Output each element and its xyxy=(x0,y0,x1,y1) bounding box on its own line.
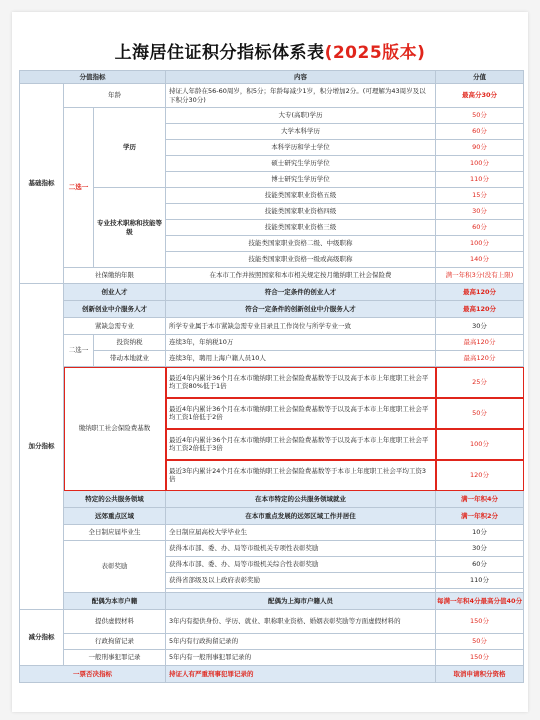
deduct-label: 行政拘留记录 xyxy=(64,634,166,650)
graduate-score: 10分 xyxy=(436,525,524,541)
education-content: 大学本科学历 xyxy=(166,124,436,140)
education-content: 本科学历和学士学位 xyxy=(166,140,436,156)
age-score: 最高分30分 xyxy=(436,84,524,108)
graduate-content: 全日制应届高校大学毕业生 xyxy=(166,525,436,541)
points-table xyxy=(19,70,524,683)
skill-content: 技能类国家职业资格四级 xyxy=(166,204,436,220)
skill-content: 技能类国家职业资格一级或高级职称 xyxy=(166,252,436,268)
deduct-score: 150分 xyxy=(436,650,524,666)
education-content: 硕士研究生学历学位 xyxy=(166,156,436,172)
entrepreneur-score: 最高120分 xyxy=(436,284,524,301)
education-content: 大专(高职)学历 xyxy=(166,108,436,124)
basic-category: 基础指标 xyxy=(20,84,64,284)
skill-score: 60分 xyxy=(436,220,524,236)
skill-score: 100分 xyxy=(436,236,524,252)
deduct-category: 减分指标 xyxy=(20,610,64,666)
award-content: 获得本市部、委、办、局等市级机关专项性表彰奖励 xyxy=(166,541,436,557)
education-label: 学历 xyxy=(94,108,166,188)
shortage-label: 紧缺急需专业 xyxy=(64,318,166,335)
entrepreneur-content: 符合一定条件的创业人才 xyxy=(166,284,436,301)
deduct-label: 提供虚假材料 xyxy=(64,610,166,634)
spouse-content: 配偶为上海市户籍人员 xyxy=(166,593,436,610)
table-row xyxy=(20,108,524,124)
header-row xyxy=(20,71,524,84)
insurance-content: 在本市工作并按照国家和本市相关规定按月缴纳职工社会保险费 xyxy=(166,268,436,284)
award-content: 获得本市部、委、办、局等市级机关综合性表彰奖励 xyxy=(166,557,436,573)
education-score: 110分 xyxy=(436,172,524,188)
entrepreneur-label: 创业人才 xyxy=(64,284,166,301)
table-row xyxy=(20,541,524,557)
veto-label: 一票否决指标 xyxy=(20,666,166,683)
table-row xyxy=(20,508,524,525)
deduct-score: 50分 xyxy=(436,634,524,650)
table-row xyxy=(20,634,524,650)
skill-score: 140分 xyxy=(436,252,524,268)
education-score: 100分 xyxy=(436,156,524,172)
innovation-label: 创新创业中介服务人才 xyxy=(64,301,166,318)
document-page xyxy=(12,12,528,712)
bonus-category: 加分指标 xyxy=(20,284,64,610)
employment-content: 连续3年，聘用上海户籍人员10人 xyxy=(166,351,436,367)
table-row xyxy=(20,351,524,367)
graduate-label: 全日制应届毕业生 xyxy=(64,525,166,541)
title-year: (2025版本) xyxy=(324,43,426,63)
spouse-score: 每满一年积4分最高分值40分 xyxy=(436,593,524,610)
veto-content: 持证人有严重刑事犯罪记录的 xyxy=(166,666,436,683)
table-row xyxy=(20,525,524,541)
investment-score: 最高120分 xyxy=(436,335,524,351)
shortage-score: 30分 xyxy=(436,318,524,335)
age-content: 持证人年龄在56-60周岁，积5分；年龄每减少1岁，积分增加2分。(可理解为43周岁及以下积分30分) xyxy=(166,84,436,108)
innovation-content: 符合一定条件的创新创业中介服务人才 xyxy=(166,301,436,318)
skill-score: 15分 xyxy=(436,188,524,204)
table-row xyxy=(20,84,524,108)
investment-content: 连续3年，年纳税10万 xyxy=(166,335,436,351)
table-row xyxy=(20,335,524,351)
table-row xyxy=(20,284,524,301)
remote-area-content: 在本市重点发展的远郊区域工作并居住 xyxy=(166,508,436,525)
shortage-content: 所学专业属于本市紧缺急需专业目录且工作岗位与所学专业一致 xyxy=(166,318,436,335)
skill-label: 专业技术职称和技能等级 xyxy=(94,188,166,268)
social-security-label: 缴纳职工社会保险费基数 xyxy=(64,367,166,491)
age-label: 年龄 xyxy=(64,84,166,108)
basic-choose-one: 二选一 xyxy=(64,108,94,268)
social-security-score: 25分 xyxy=(436,367,524,398)
header-category: 分值指标 xyxy=(20,71,166,84)
innovation-score: 最高120分 xyxy=(436,301,524,318)
remote-area-score: 满一年积2分 xyxy=(436,508,524,525)
insurance-score: 满一年积3分(没有上限) xyxy=(436,268,524,284)
education-score: 90分 xyxy=(436,140,524,156)
table-row xyxy=(20,610,524,634)
header-score: 分值 xyxy=(436,71,524,84)
education-score: 60分 xyxy=(436,124,524,140)
bonus-choose-one: 二选一 xyxy=(64,335,94,367)
education-score: 50分 xyxy=(436,108,524,124)
public-service-content: 在本市特定的公共服务领域就业 xyxy=(166,491,436,508)
table-row xyxy=(20,593,524,610)
social-security-score: 100分 xyxy=(436,429,524,460)
veto-score: 取消申请积分资格 xyxy=(436,666,524,683)
public-service-score: 满一年积4分 xyxy=(436,491,524,508)
social-security-score: 120分 xyxy=(436,460,524,491)
award-score: 60分 xyxy=(436,557,524,573)
social-security-content: 最近4年内累计36个月在本市缴纳职工社会保险费基数等于以及高于本市上年度职工社会平均工资80%低于1倍 xyxy=(166,367,436,398)
deduct-content: 3年内有提供身份、学历、就业、职称职业资格、婚姻表彰奖励等方面虚假材料的 xyxy=(166,610,436,634)
social-security-content: 最近3年内累计24个月在本市缴纳职工社会保险费基数等于本市上年度职工社会平均工资3倍 xyxy=(166,460,436,491)
skill-score: 30分 xyxy=(436,204,524,220)
table-row xyxy=(20,666,524,683)
table-row xyxy=(20,491,524,508)
award-score: 30分 xyxy=(436,541,524,557)
deduct-content: 5年内有行政拘留记录的 xyxy=(166,634,436,650)
award-label: 表彰奖励 xyxy=(64,541,166,593)
investment-label: 投资纳税 xyxy=(94,335,166,351)
table-row xyxy=(20,650,524,666)
table-row xyxy=(20,367,524,398)
skill-content: 技能类国家职业资格五级 xyxy=(166,188,436,204)
award-score: 110分 xyxy=(436,573,524,589)
social-security-content: 最近4年内累计36个月在本市缴纳职工社会保险费基数等于以及高于本市上年度职工社会平均工资1倍低于2倍 xyxy=(166,398,436,429)
spouse-label: 配偶为本市户籍 xyxy=(64,593,166,610)
page-title xyxy=(12,38,528,63)
header-content: 内容 xyxy=(166,71,436,84)
award-content: 获得省部级及以上政府表彰奖励 xyxy=(166,573,436,589)
insurance-label: 社保缴纳年限 xyxy=(64,268,166,284)
deduct-content: 5年内有一般刑事犯罪记录的 xyxy=(166,650,436,666)
remote-area-label: 远郊重点区域 xyxy=(64,508,166,525)
table-row xyxy=(20,301,524,318)
table-row xyxy=(20,318,524,335)
skill-content: 技能类国家职业资格二级、中级职称 xyxy=(166,236,436,252)
deduct-score: 150分 xyxy=(436,610,524,634)
employment-score: 最高120分 xyxy=(436,351,524,367)
deduct-label: 一般刑事犯罪记录 xyxy=(64,650,166,666)
skill-content: 技能类国家职业资格三级 xyxy=(166,220,436,236)
table-row xyxy=(20,268,524,284)
table-row xyxy=(20,188,524,204)
social-security-score: 50分 xyxy=(436,398,524,429)
employment-label: 带动本地就业 xyxy=(94,351,166,367)
social-security-content: 最近4年内累计36个月在本市缴纳职工社会保险费基数等于以及高于本市上年度职工社会平均工资2倍低于3倍 xyxy=(166,429,436,460)
title-main: 上海居住证积分指标体系表 xyxy=(114,43,325,63)
education-content: 博士研究生学历学位 xyxy=(166,172,436,188)
public-service-label: 特定的公共服务领域 xyxy=(64,491,166,508)
